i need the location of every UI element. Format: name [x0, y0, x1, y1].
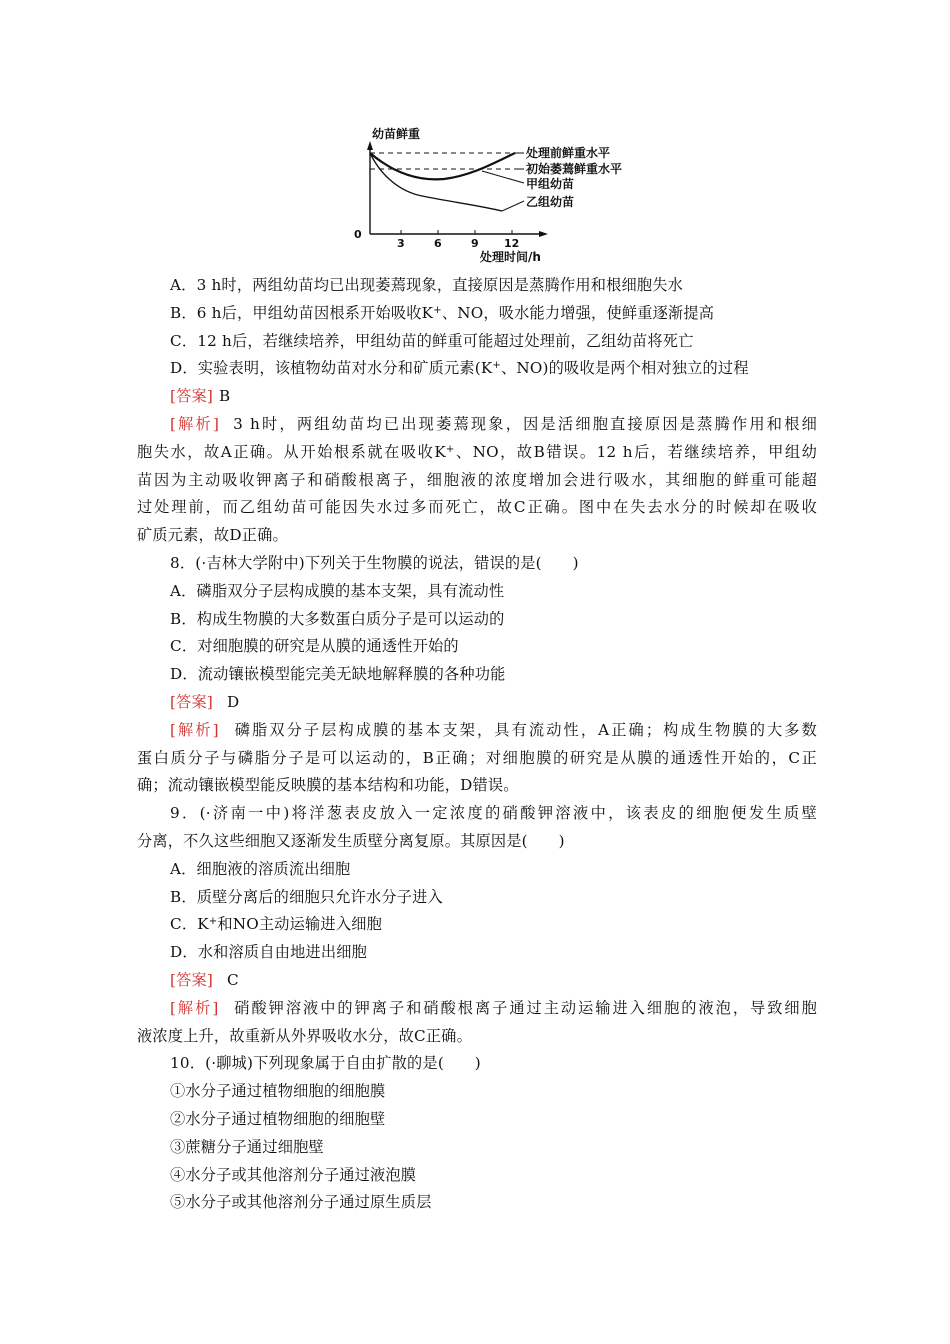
q8-answer — [137, 689, 817, 717]
q10-item-5: ⑤水分子或其他溶剂分子通过原生质层 — [170, 1193, 432, 1212]
analysis-tag: [解析] — [170, 998, 219, 1017]
legend-pre-treatment: 处理前鲜重水平 — [526, 146, 611, 160]
q10-stem: 10．(·聊城)下列现象属于自由扩散的是( ) — [170, 1054, 481, 1073]
q9-stem-line-1: 9．(·济南一中)将洋葱表皮放入一定浓度的硝酸钾溶液中，该表皮的细胞便发生质壁 — [170, 804, 817, 823]
analysis-tag: [解析] — [170, 414, 220, 433]
q7-analysis-line-4: 过处理前，而乙组幼苗可能因失水过多而死亡，故C正确。图中在失去水分的时候却在吸收 — [137, 498, 817, 517]
q10-item-2: ②水分子通过植物细胞的细胞壁 — [170, 1109, 386, 1128]
q8-analysis-line-2: 蛋白质分子与磷脂分子是可以运动的，B正确；对细胞膜的研究是从膜的通透性开始的，C正 — [137, 748, 817, 767]
x-axis-label: 处理时间/h — [480, 250, 541, 264]
y-axis-label: 幼苗鲜重 — [372, 127, 421, 141]
legend-initial-wilting: 初始萎蔫鲜重水平 — [526, 162, 623, 176]
q7-option-a: A．3 h时，两组幼苗均已出现萎蔫现象，直接原因是蒸腾作用和根细胞失水 — [170, 276, 684, 294]
answer-value: C — [227, 970, 239, 989]
legend-leader-4 — [502, 201, 524, 211]
q8-analysis-line-3: 确；流动镶嵌模型能反映膜的基本结构和功能，D错误。 — [137, 776, 519, 795]
q10-item-1: ①水分子通过植物细胞的细胞膜 — [170, 1082, 386, 1101]
question-content — [137, 272, 817, 1217]
q7-answer — [137, 383, 817, 411]
x-tick-label-6: 6 — [434, 237, 442, 250]
q9-stem-line-2: 分离，不久这些细胞又逐渐发生质壁分离复原。其原因是( ) — [137, 831, 565, 850]
seedling-weight-figure — [352, 126, 642, 266]
y-axis-arrow — [367, 141, 373, 150]
q7-option-b: B．6 h后，甲组幼苗因根系开始吸收K+、NO，吸水能力增强，使鲜重逐渐提高 — [170, 303, 715, 322]
q9-analysis-line-2: 液浓度上升，故重新从外界吸收水分，故C正确。 — [137, 1026, 472, 1045]
q10-item-3: ③蔗糖分子通过细胞壁 — [170, 1137, 324, 1156]
answer-tag: [答案] — [170, 970, 214, 989]
legend-leader-3 — [482, 171, 524, 183]
x-tick-label-12: 12 — [504, 237, 520, 250]
legend-group-yi: 乙组幼苗 — [526, 195, 575, 209]
legend-group-jia: 甲组幼苗 — [526, 177, 575, 191]
q9-option-b: B．质壁分离后的细胞只允许水分子进入 — [170, 887, 443, 906]
q9-option-c: C．K+和NO主动运输进入细胞 — [170, 915, 382, 934]
answer-value: D — [227, 692, 240, 711]
answer-value: B — [219, 387, 231, 406]
analysis-tag: [解析] — [170, 720, 219, 739]
q7-analysis-line-5: 矿质元素，故D正确。 — [137, 526, 288, 545]
x-axis-arrow — [539, 231, 548, 237]
x-tick-label-9: 9 — [471, 237, 479, 250]
q9-analysis-line-1: [解析] 硝酸钾溶液中的钾离子和硝酸根离子通过主动运输进入细胞的液泡，导致细胞 — [170, 998, 817, 1017]
q8-stem: 8．(·吉林大学附中)下列关于生物膜的说法，错误的是( ) — [170, 553, 579, 572]
x-tick-label-3: 3 — [397, 237, 405, 250]
group-jia-curve — [370, 153, 515, 179]
q7-option-c: C．12 h后，若继续培养，甲组幼苗的鲜重可能超过处理前，乙组幼苗将死亡 — [170, 331, 694, 350]
q7-analysis-line-1: [解析] 3 h时，两组幼苗均已出现萎蔫现象，因是活细胞直接原因是蒸腾作用和根细 — [170, 414, 817, 433]
q7-analysis-line-3: 苗因为主动吸收钾离子和硝酸根离子，细胞液的浓度增加会进行吸水，其细胞的鲜重可能超 — [137, 470, 817, 489]
q8-option-c: C．对细胞膜的研究是从膜的通透性开始的 — [170, 637, 459, 656]
origin-label: 0 — [354, 228, 362, 241]
answer-tag: [答案] — [170, 692, 214, 711]
q10-item-4: ④水分子或其他溶剂分子通过液泡膜 — [170, 1165, 417, 1184]
answer-tag: [答案] — [170, 387, 214, 406]
q9-option-a: A．细胞液的溶质流出细胞 — [170, 859, 351, 878]
q9-answer — [137, 967, 817, 995]
q8-option-a: A．磷脂双分子层构成膜的基本支架，具有流动性 — [170, 581, 505, 600]
q8-analysis-line-1: [解析] 磷脂双分子层构成膜的基本支架，具有流动性，A正确；构成生物膜的大多数 — [170, 720, 817, 739]
q7-option-d: D．实验表明，该植物幼苗对水分和矿质元素(K+、NO)的吸收是两个相对独立的过程 — [170, 359, 749, 378]
q7-analysis-line-2: 胞失水，故A正确。从开始根系就在吸收K+、NO，故B错误。12 h后，若继续培养，甲组幼 — [137, 442, 817, 461]
group-yi-curve — [370, 153, 502, 211]
seedling-weight-chart — [352, 126, 642, 266]
q8-option-d: D．流动镶嵌模型能完美无缺地解释膜的各种功能 — [170, 665, 506, 684]
q9-option-d: D．水和溶质自由地进出细胞 — [170, 943, 368, 962]
q8-option-b: B．构成生物膜的大多数蛋白质分子是可以运动的 — [170, 609, 505, 628]
